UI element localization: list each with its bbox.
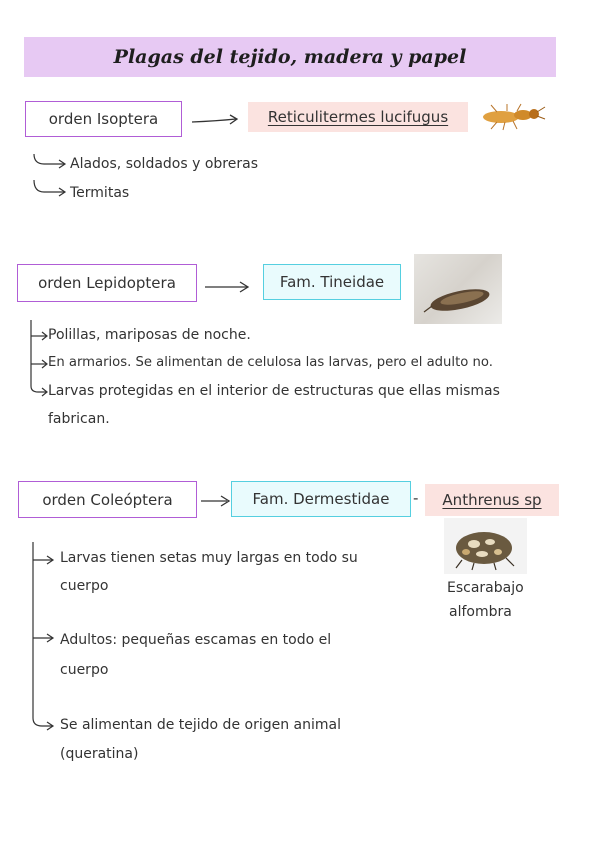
order-isoptera-box <box>25 101 182 137</box>
termite-icon <box>477 100 547 132</box>
moth-photo <box>414 254 502 324</box>
family-dermestidae-box <box>231 481 411 517</box>
photo-caption: alfombra <box>449 604 512 620</box>
family-tineidae-box <box>263 264 401 300</box>
order-coleoptera-label: orden Coleóptera <box>42 490 173 509</box>
bullet-text: En armarios. Se alimentan de celulosa las larvas, pero el adulto no. <box>48 355 493 370</box>
bullet-text: (queratina) <box>60 746 139 762</box>
bullet-text: Larvas protegidas en el interior de estructuras que ellas mismas <box>48 383 500 399</box>
order-lepidoptera-label: orden Lepidoptera <box>38 274 176 292</box>
bullet-text: fabrican. <box>48 411 110 427</box>
family-dermestidae-label: Fam. Dermestidae <box>252 490 390 508</box>
page-title: Plagas del tejido, madera y papel <box>113 46 467 68</box>
bullet-text: Se alimentan de tejido de origen animal <box>60 717 341 733</box>
species-reticulitermes-label: Reticulitermes lucifugus <box>267 108 449 126</box>
title-banner <box>24 37 556 77</box>
bullet-text: Adultos: pequeñas escamas en todo el <box>60 632 332 648</box>
bullet-text: cuerpo <box>60 578 109 594</box>
bullet-text: cuerpo <box>60 662 109 678</box>
order-coleoptera-box <box>18 481 197 518</box>
species-anthrenus-box <box>425 484 559 516</box>
photo-caption: Escarabajo <box>447 580 524 596</box>
dash-separator: - <box>413 489 419 507</box>
bullet-text: Larvas tienen setas muy largas en todo su <box>60 550 358 566</box>
bracket-arrows-icon <box>30 152 70 202</box>
arrow-right-icon <box>203 278 253 294</box>
species-anthrenus-label: Anthrenus sp <box>442 491 542 509</box>
bullet-text: Alados, soldados y obreras <box>70 156 258 172</box>
order-lepidoptera-box <box>17 264 197 302</box>
order-isoptera-label: orden Isoptera <box>48 110 159 128</box>
bracket-arrows-icon <box>30 540 60 740</box>
carpet-beetle-photo <box>444 518 527 574</box>
family-tineidae-label: Fam. Tineidae <box>279 273 385 291</box>
arrow-right-icon <box>199 492 233 508</box>
bullet-text: Polillas, mariposas de noche. <box>48 327 251 343</box>
species-reticulitermes-box <box>248 102 468 132</box>
bullet-text: Termitas <box>70 185 130 201</box>
arrow-right-icon <box>190 112 242 128</box>
